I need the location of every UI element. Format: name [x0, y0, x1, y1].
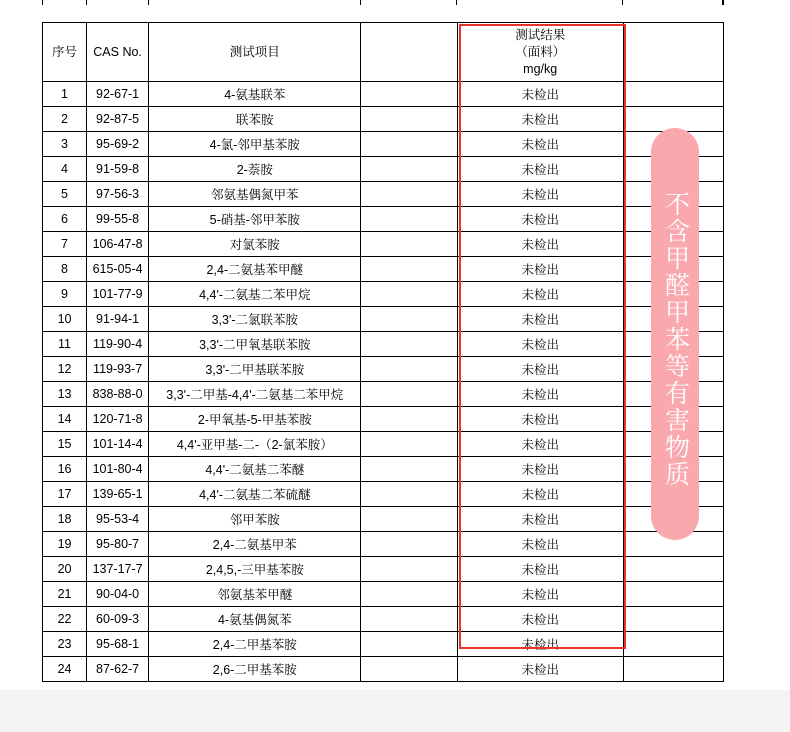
table-header	[43, 23, 724, 82]
cell-blank1	[361, 232, 457, 257]
cell-cas: 91-59-8	[87, 157, 149, 182]
header-no: 序号	[43, 23, 87, 82]
table-row	[43, 407, 724, 432]
cell-blank1	[361, 507, 457, 532]
cell-result: 未检出	[457, 607, 623, 632]
cell-no: 24	[43, 657, 87, 682]
cell-result: 未检出	[457, 457, 623, 482]
cell-blank1	[361, 132, 457, 157]
cell-item: 邻甲苯胺	[149, 507, 361, 532]
cell-result: 未检出	[457, 132, 623, 157]
cell-no: 5	[43, 182, 87, 207]
cell-blank2	[623, 607, 723, 632]
cell-cas: 90-04-0	[87, 582, 149, 607]
cell-no: 23	[43, 632, 87, 657]
cell-cas: 92-67-1	[87, 82, 149, 107]
cell-result: 未检出	[457, 182, 623, 207]
top-strip-cell	[457, 0, 623, 5]
cell-item: 2-萘胺	[149, 157, 361, 182]
cell-no: 15	[43, 432, 87, 457]
cell-item: 3,3'-二甲基联苯胺	[149, 357, 361, 382]
cell-item: 5-硝基-邻甲苯胺	[149, 207, 361, 232]
cell-item: 邻氨基苯甲醚	[149, 582, 361, 607]
cell-blank1	[361, 482, 457, 507]
cell-item: 3,3'-二甲基-4,4'-二氨基二苯甲烷	[149, 382, 361, 407]
cell-cas: 95-80-7	[87, 532, 149, 557]
cell-blank1	[361, 457, 457, 482]
cell-item: 4-氨基偶氮苯	[149, 607, 361, 632]
cell-item: 4-氯-邻甲基苯胺	[149, 132, 361, 157]
header-blank1	[361, 23, 457, 82]
cell-cas: 137-17-7	[87, 557, 149, 582]
cell-cas: 95-69-2	[87, 132, 149, 157]
table-body	[43, 82, 724, 682]
cell-no: 7	[43, 232, 87, 257]
cell-result: 未检出	[457, 357, 623, 382]
cell-item: 2,6-二甲基苯胺	[149, 657, 361, 682]
cell-result: 未检出	[457, 532, 623, 557]
cell-cas: 101-14-4	[87, 432, 149, 457]
cell-no: 13	[43, 382, 87, 407]
table-row	[43, 582, 724, 607]
cell-item: 对氯苯胺	[149, 232, 361, 257]
table-row	[43, 657, 724, 682]
cell-no: 18	[43, 507, 87, 532]
table-row	[43, 432, 724, 457]
cell-item: 联苯胺	[149, 107, 361, 132]
cell-no: 1	[43, 82, 87, 107]
table-row	[43, 632, 724, 657]
cell-item: 2,4-二氨基甲苯	[149, 532, 361, 557]
cell-blank2	[623, 657, 723, 682]
cell-no: 12	[43, 357, 87, 382]
cell-result: 未检出	[457, 482, 623, 507]
table-row	[43, 557, 724, 582]
cell-item: 4,4'-二氨基二苯甲烷	[149, 282, 361, 307]
top-strip-cell	[361, 0, 457, 5]
table-row	[43, 182, 724, 207]
table-row	[43, 207, 724, 232]
cell-result: 未检出	[457, 107, 623, 132]
cell-item: 4-氨基联苯	[149, 82, 361, 107]
cell-blank1	[361, 632, 457, 657]
cell-result: 未检出	[457, 282, 623, 307]
cell-item: 邻氨基偶氮甲苯	[149, 182, 361, 207]
cell-blank1	[361, 107, 457, 132]
cell-result: 未检出	[457, 207, 623, 232]
cell-blank2	[623, 582, 723, 607]
cell-no: 16	[43, 457, 87, 482]
table-row	[43, 482, 724, 507]
cell-no: 22	[43, 607, 87, 632]
cell-blank1	[361, 357, 457, 382]
cell-item: 2,4,5,-三甲基苯胺	[149, 557, 361, 582]
top-strip-cell	[149, 0, 361, 5]
cell-blank1	[361, 207, 457, 232]
table-row	[43, 382, 724, 407]
cell-no: 6	[43, 207, 87, 232]
cell-blank1	[361, 532, 457, 557]
cell-item: 4,4'-亚甲基-二-（2-氯苯胺）	[149, 432, 361, 457]
no-harmful-substance-stamp	[651, 128, 699, 540]
cell-item: 3,3'-二甲氧基联苯胺	[149, 332, 361, 357]
cell-cas: 838-88-0	[87, 382, 149, 407]
cell-blank1	[361, 407, 457, 432]
cell-cas: 120-71-8	[87, 407, 149, 432]
header-cas: CAS No.	[87, 23, 149, 82]
cell-result: 未检出	[457, 332, 623, 357]
cell-result: 未检出	[457, 432, 623, 457]
cell-blank2	[623, 82, 723, 107]
cell-result: 未检出	[457, 507, 623, 532]
cell-result: 未检出	[457, 582, 623, 607]
cell-no: 2	[43, 107, 87, 132]
table-row	[43, 282, 724, 307]
cell-no: 8	[43, 257, 87, 282]
cell-no: 17	[43, 482, 87, 507]
cell-cas: 95-53-4	[87, 507, 149, 532]
cell-cas: 101-80-4	[87, 457, 149, 482]
cell-result: 未检出	[457, 557, 623, 582]
cell-cas: 92-87-5	[87, 107, 149, 132]
cell-no: 20	[43, 557, 87, 582]
cell-item: 2,4-二甲基苯胺	[149, 632, 361, 657]
cell-blank1	[361, 582, 457, 607]
cell-cas: 87-62-7	[87, 657, 149, 682]
cell-blank1	[361, 382, 457, 407]
cell-item: 3,3'-二氯联苯胺	[149, 307, 361, 332]
cell-result: 未检出	[457, 382, 623, 407]
cell-no: 10	[43, 307, 87, 332]
table-row	[43, 257, 724, 282]
test-results-table	[42, 22, 724, 682]
cell-result: 未检出	[457, 82, 623, 107]
cell-item: 2-甲氧基-5-甲基苯胺	[149, 407, 361, 432]
cell-blank1	[361, 257, 457, 282]
table-row	[43, 232, 724, 257]
header-result-line1: 测试结果	[515, 27, 566, 42]
cell-blank2	[623, 632, 723, 657]
table-top-partial-row	[42, 0, 724, 5]
cell-result: 未检出	[457, 407, 623, 432]
cell-cas: 91-94-1	[87, 307, 149, 332]
cell-no: 19	[43, 532, 87, 557]
cell-blank1	[361, 82, 457, 107]
table-row	[43, 132, 724, 157]
cell-result: 未检出	[457, 307, 623, 332]
table-row	[43, 532, 724, 557]
cell-blank1	[361, 332, 457, 357]
cell-result: 未检出	[457, 632, 623, 657]
cell-result: 未检出	[457, 657, 623, 682]
cell-no: 3	[43, 132, 87, 157]
header-result-line3: mg/kg	[523, 61, 558, 76]
stamp-text: 不含甲醛甲苯等有害物质	[661, 190, 690, 488]
cell-blank1	[361, 157, 457, 182]
table-row	[43, 157, 724, 182]
cell-item: 4,4'-二氨基二苯硫醚	[149, 482, 361, 507]
cell-cas: 106-47-8	[87, 232, 149, 257]
cell-blank1	[361, 282, 457, 307]
cell-cas: 615-05-4	[87, 257, 149, 282]
table-row	[43, 357, 724, 382]
top-strip-cell	[87, 0, 149, 5]
cell-cas: 119-93-7	[87, 357, 149, 382]
cell-cas: 101-77-9	[87, 282, 149, 307]
top-strip-cell	[623, 0, 723, 5]
cell-blank1	[361, 182, 457, 207]
cell-result: 未检出	[457, 257, 623, 282]
cell-item: 4,4'-二氨基二苯醚	[149, 457, 361, 482]
cell-cas: 95-68-1	[87, 632, 149, 657]
cell-cas: 139-65-1	[87, 482, 149, 507]
cell-cas: 60-09-3	[87, 607, 149, 632]
cell-blank1	[361, 657, 457, 682]
table-row	[43, 332, 724, 357]
cell-no: 9	[43, 282, 87, 307]
cell-cas: 99-55-8	[87, 207, 149, 232]
cell-blank1	[361, 607, 457, 632]
table-row	[43, 507, 724, 532]
cell-no: 4	[43, 157, 87, 182]
cell-result: 未检出	[457, 157, 623, 182]
table-row	[43, 307, 724, 332]
header-blank2	[623, 23, 723, 82]
cell-blank1	[361, 557, 457, 582]
table-row	[43, 82, 724, 107]
cell-blank1	[361, 307, 457, 332]
table-row	[43, 107, 724, 132]
header-result-line2: （面料）	[515, 44, 566, 59]
cell-no: 11	[43, 332, 87, 357]
table-header-row	[43, 23, 724, 82]
cell-blank1	[361, 432, 457, 457]
cell-blank2	[623, 557, 723, 582]
header-result	[457, 23, 623, 82]
cell-cas: 97-56-3	[87, 182, 149, 207]
cell-cas: 119-90-4	[87, 332, 149, 357]
table-row	[43, 607, 724, 632]
table-row	[43, 457, 724, 482]
header-item: 测试项目	[149, 23, 361, 82]
cell-no: 14	[43, 407, 87, 432]
cell-item: 2,4-二氨基苯甲醚	[149, 257, 361, 282]
page-bottom-band	[0, 690, 790, 732]
top-strip-cell	[43, 0, 87, 5]
cell-result: 未检出	[457, 232, 623, 257]
cell-no: 21	[43, 582, 87, 607]
